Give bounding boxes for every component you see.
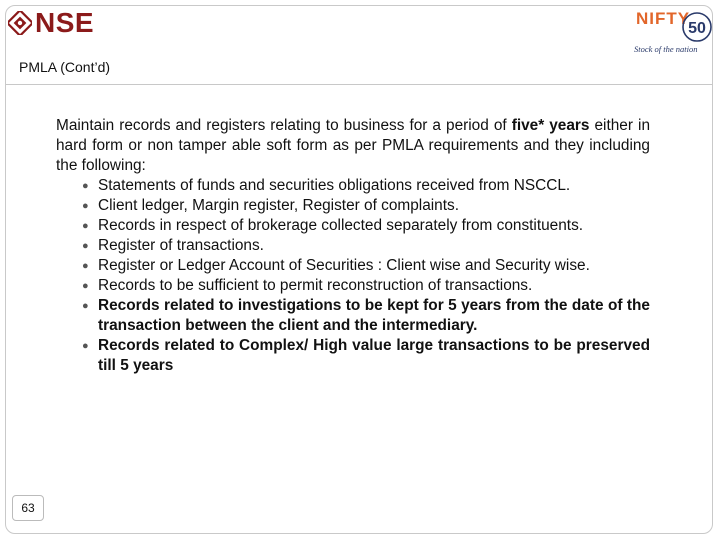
nifty-logo: [628, 8, 716, 56]
bullet-icon: ●: [82, 300, 89, 312]
bullet-icon: ●: [82, 340, 89, 352]
nse-logo-text: NSE: [35, 7, 95, 38]
list-item-text: Records in respect of brokerage collected separately from constituents.: [98, 217, 584, 234]
slide-body: [56, 116, 650, 376]
intro-tail: either in hard form or non tamper able soft form as per PMLA requirements and they including the following:: [56, 117, 651, 174]
header-divider: [6, 84, 713, 85]
list-item-text: Statements of funds and securities obligations received from NSCCL.: [98, 177, 571, 194]
bullet-icon: ●: [82, 200, 89, 212]
list-item-text: Records to be sufficient to permit reconstruction of transactions.: [98, 277, 533, 294]
requirements-list: [56, 176, 650, 376]
nifty-logo-text: NIFTY: [636, 9, 691, 28]
list-item: [82, 336, 650, 376]
bullet-icon: ●: [82, 240, 89, 252]
list-item-text: Register or Ledger Account of Securities : Client wise and Security wise.: [98, 257, 590, 274]
list-item-text: Records related to Complex/ High value large transactions to be preserved till 5 years: [98, 337, 650, 374]
list-item-text: Register of transactions.: [98, 237, 264, 254]
intro-emphasis: five* years: [511, 117, 590, 134]
nse-logo: [8, 8, 93, 40]
list-item: [82, 236, 650, 256]
bullet-icon: ●: [82, 220, 89, 232]
bullet-icon: ●: [82, 260, 89, 272]
nifty-50-mark-icon: [680, 10, 714, 44]
list-item: [82, 296, 650, 336]
list-item: [82, 216, 650, 236]
intro-paragraph: [56, 116, 650, 176]
list-item-text: Client ledger, Margin register, Register of complaints.: [98, 197, 459, 214]
list-item-text: Records related to investigations to be kept for 5 years from the date of the transaction between the client and the intermediary.: [98, 297, 650, 334]
list-item: [82, 256, 650, 276]
slide-title: PMLA (Cont’d): [19, 59, 111, 75]
list-item: [82, 176, 650, 196]
bullet-icon: ●: [82, 280, 89, 292]
intro-lead: Maintain records and registers relating to business for a period of: [56, 117, 512, 134]
bullet-icon: ●: [82, 180, 89, 192]
page-number: 63: [12, 495, 44, 521]
list-item: [82, 196, 650, 216]
nifty-logo-number: 50: [688, 20, 706, 37]
list-item: [82, 276, 650, 296]
nifty-tagline: Stock of the nation: [634, 44, 698, 54]
nse-emblem-icon: [8, 11, 32, 35]
